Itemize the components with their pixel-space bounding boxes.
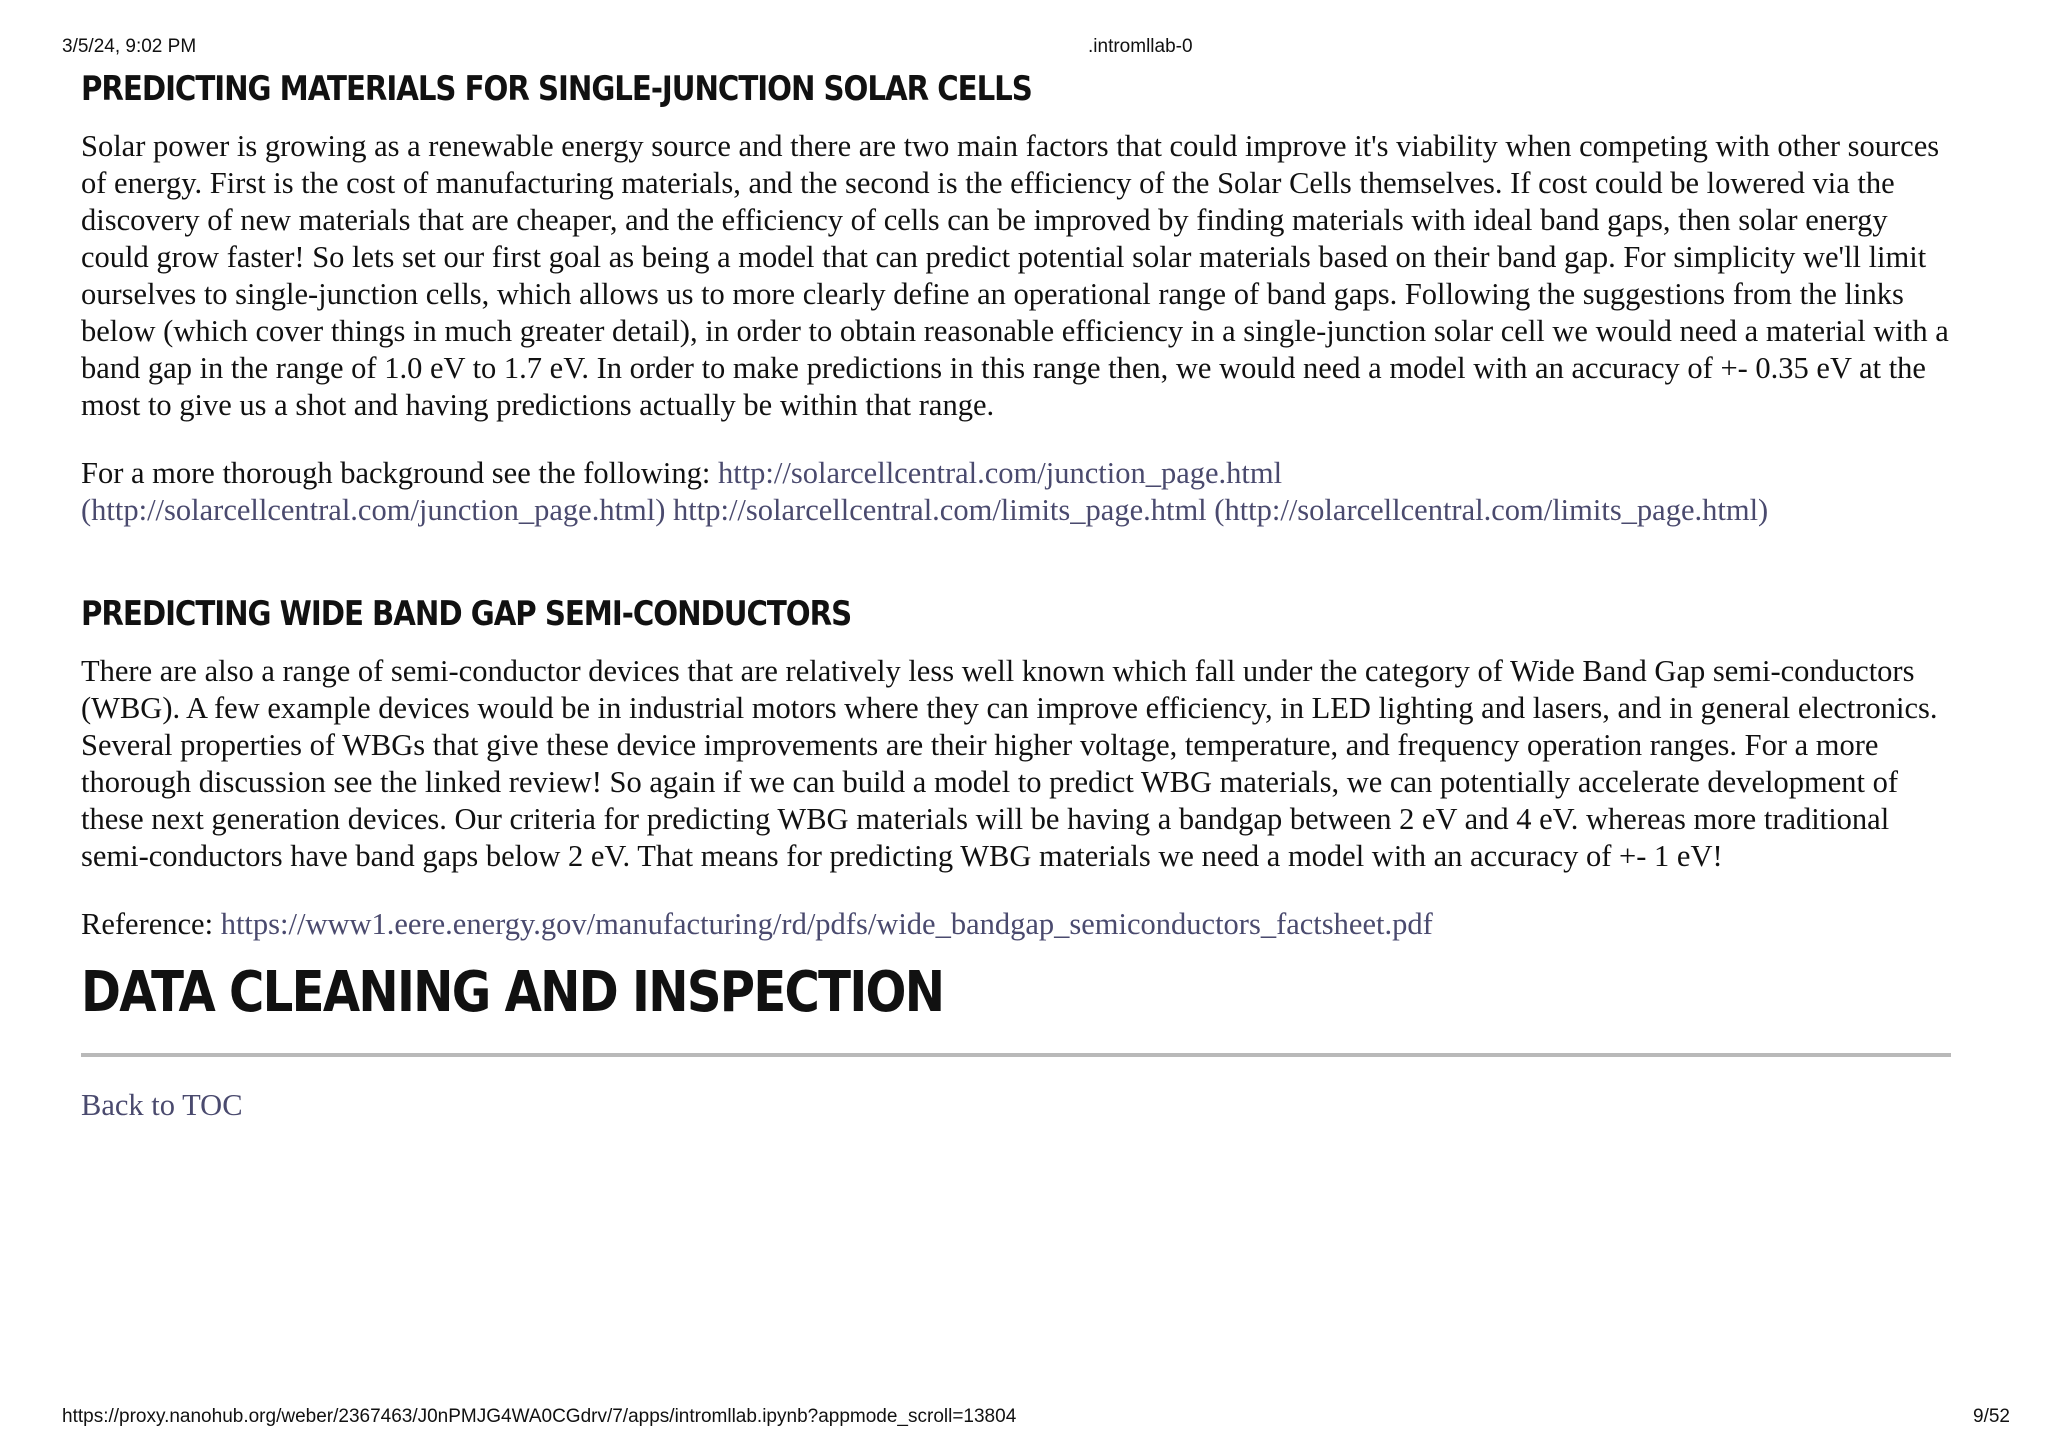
- print-page-number: 9/52: [1973, 1406, 2010, 1427]
- wbg-paragraph: There are also a range of semi-conductor devices that are relatively less well known which fall under the category of Wide Band Gap semi-conductors (WBG). A few example devices would be in industrial motors where they can improve efficiency, in LED lighting and lasers, and in general electronics. Several properties of WBGs that give these device improvements are their higher voltage, temperature, and frequency operation ranges. For a more thorough discussion see the linked review! So again if we can build a model to predict WBG materials, we can potentially accelerate development of these next generation devices. Our criteria for predicting WBG materials will be having a bandgap between 2 eV and 4 eV. whereas more traditional semi-conductors have band gaps below 2 eV. That means for predicting WBG materials we need a model with an accuracy of +- 1 eV!: [81, 654, 1938, 873]
- link-junction-page-paren[interactable]: (http://solarcellcentral.com/junction_page.html): [81, 493, 666, 527]
- link-junction-page[interactable]: http://solarcellcentral.com/junction_page.html: [717, 456, 1283, 490]
- print-footer: [0, 1406, 2048, 1430]
- background-intro: For a more thorough background see the following:: [81, 456, 718, 490]
- link-limits-page[interactable]: http://solarcellcentral.com/limits_page.html: [673, 493, 1207, 527]
- reference-label: Reference:: [81, 907, 221, 941]
- print-page-title: .intromllab-0: [1088, 36, 1193, 57]
- back-to-toc-link[interactable]: Back to TOC: [81, 1088, 243, 1122]
- link-wbg-factsheet[interactable]: https://www1.eere.energy.gov/manufacturing/rd/pdfs/wide_bandgap_semiconductors_factsheet.pdf: [220, 907, 1433, 941]
- heading-data-cleaning: DATA CLEANING AND INSPECTION: [81, 960, 944, 1025]
- solar-paragraph: Solar power is growing as a renewable energy source and there are two main factors that could improve it's viability when competing with other sources of energy. First is the cost of manufacturing materials, and the second is the efficiency of the Solar Cells themselves. If cost could be lowered via the discovery of new materials that are cheaper, and the efficiency of cells can be improved by finding materials with ideal band gaps, then solar energy could grow faster! So lets set our first goal as being a model that can predict potential solar materials based on their band gap. For simplicity we'll limit ourselves to single-junction cells, which allows us to more clearly define an operational range of band gaps. Following the suggestions from the links below (which cover things in much greater detail), in order to obtain reasonable efficiency in a single-junction solar cell we would need a material with a band gap in the range of 1.0 eV to 1.7 eV. In order to make predictions in this range then, we would need a model with an accuracy of +- 0.35 eV at the most to give us a shot and having predictions actually be within that range.: [81, 129, 1949, 422]
- heading-solar-cells: PREDICTING MATERIALS FOR SINGLE-JUNCTION SOLAR CELLS: [81, 69, 1032, 109]
- print-url: https://proxy.nanohub.org/weber/2367463/J0nPMJG4WA0CGdrv/7/apps/intromllab.ipynb?appmode_scroll=13804: [62, 1406, 1017, 1427]
- print-datetime: 3/5/24, 9:02 PM: [62, 36, 197, 57]
- link-limits-page-paren[interactable]: (http://solarcellcentral.com/limits_page.html): [1214, 493, 1769, 527]
- solar-background-paragraph: [81, 455, 1951, 529]
- print-header: [0, 36, 2048, 60]
- heading-wide-band-gap: PREDICTING WIDE BAND GAP SEMI-CONDUCTORS: [81, 594, 852, 634]
- wbg-reference: [81, 906, 1951, 943]
- notebook-content: [81, 62, 1951, 1124]
